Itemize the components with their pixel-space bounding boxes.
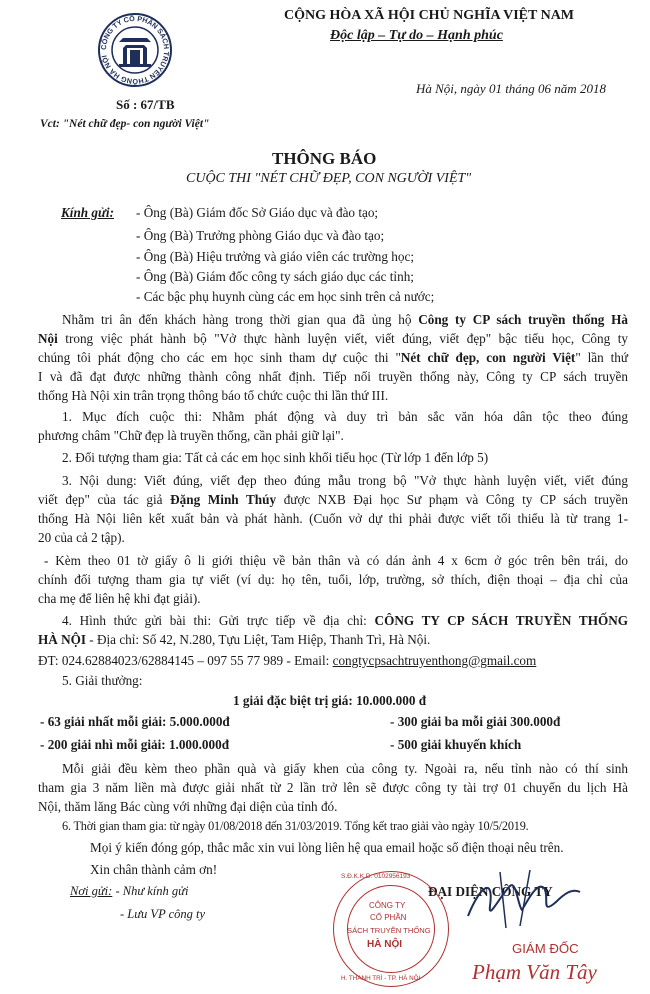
recipients-label: Kính gửi: <box>61 205 114 220</box>
prizes-label: 5. Giải thưởng: <box>62 673 143 688</box>
stamp-bottom-text: H. THANH TRÌ - TP. HÀ NỘI <box>341 975 421 982</box>
company-logo <box>97 12 173 88</box>
national-motto: Độc lập – Tự do – Hạnh phúc <box>330 28 503 43</box>
document-number: Số : 67/TB <box>116 97 175 112</box>
stamp-top-text: S.Đ.K.K.D: 0102956193 <box>341 873 411 880</box>
prize-second: - 200 giải nhì mỗi giải: 1.000.000đ <box>40 737 230 752</box>
company-representative: ĐẠI DIỆN CÔNG TY <box>428 884 553 899</box>
document-subtitle: CUỘC THI "NÉT CHỮ ĐẸP, CON NGƯỜI VIỆT" <box>186 171 472 186</box>
recipient-item: - Các bậc phụ huynh cùng các em học sinh trên cả nước; <box>136 289 435 304</box>
closing-contact: Mọi ý kiến đóng góp, thắc mắc xin vui lòng liên hệ qua email hoặc số điện thoại nêu trên. <box>90 840 564 855</box>
recipient-item: - Ông (Bà) Hiệu trưởng và giáo viên các trường học; <box>136 249 414 264</box>
stamp-line-2: CỔ PHẦN <box>370 913 407 922</box>
vct-subject: Vct: "Nét chữ đẹp- con người Việt" <box>40 118 210 130</box>
section-timeline: 6. Thời gian tham gia: từ ngày 01/08/2018 đến 31/03/2019. Tổng kết trao giải vào ngày 10/5/2019. <box>62 819 529 833</box>
section-participants: 2. Đối tượng tham gia: Tất cả các em học sinh khối tiểu học (Từ lớp 1 đến lớp 5) <box>62 450 489 465</box>
prize-third: - 300 giải ba mỗi giải 300.000đ <box>390 714 561 729</box>
director-title: GIÁM ĐỐC <box>512 941 579 956</box>
recipient-item: - Ông (Bà) Giám đốc Sở Giáo dục và đào tạo; <box>136 205 379 220</box>
signature-scribble <box>460 866 590 936</box>
company-stamp <box>333 871 451 989</box>
signer-name: Phạm Văn Tây <box>472 960 597 984</box>
prize-special: 1 giải đặc biệt trị giá: 10.000.000 đ <box>233 693 427 708</box>
stamp-line-3: SÁCH TRUYỀN THỐNG <box>347 926 431 935</box>
send-to-item: - Như kính gửi <box>112 884 189 898</box>
stamp-line-4: HÀ NỘI <box>367 939 402 950</box>
recipient-item: - Ông (Bà) Trưởng phòng Giáo dục và đào tạo; <box>136 228 385 243</box>
send-to-block <box>70 884 188 899</box>
place-date: Hà Nội, ngày 01 tháng 06 năm 2018 <box>416 81 606 96</box>
send-to-item: - Lưu VP công ty <box>120 907 206 921</box>
recipient-item: - Ông (Bà) Giám đốc công ty sách giáo dục các tỉnh; <box>136 269 414 284</box>
prize-consolation: - 500 giải khuyến khích <box>390 737 522 752</box>
country-name: CỘNG HÒA XÃ HỘI CHỦ NGHĨA VIỆT NAM <box>284 8 575 23</box>
closing-thanks: Xin chân thành cảm ơn! <box>90 862 218 877</box>
prize-first: - 63 giải nhất mỗi giải: 5.000.000đ <box>40 714 230 729</box>
logo-ring-text: CÔNG TY CỔ PHẦN SÁCH TRUYỀN THỐNG HÀ NỘI <box>98 13 172 87</box>
send-to-label: Nơi gửi: <box>70 884 113 898</box>
stamp-line-1: CÔNG TY <box>369 901 406 910</box>
email-link[interactable]: congtycpsachtruyenthong@gmail.com <box>332 653 537 668</box>
document-title: THÔNG BÁO <box>272 149 377 168</box>
